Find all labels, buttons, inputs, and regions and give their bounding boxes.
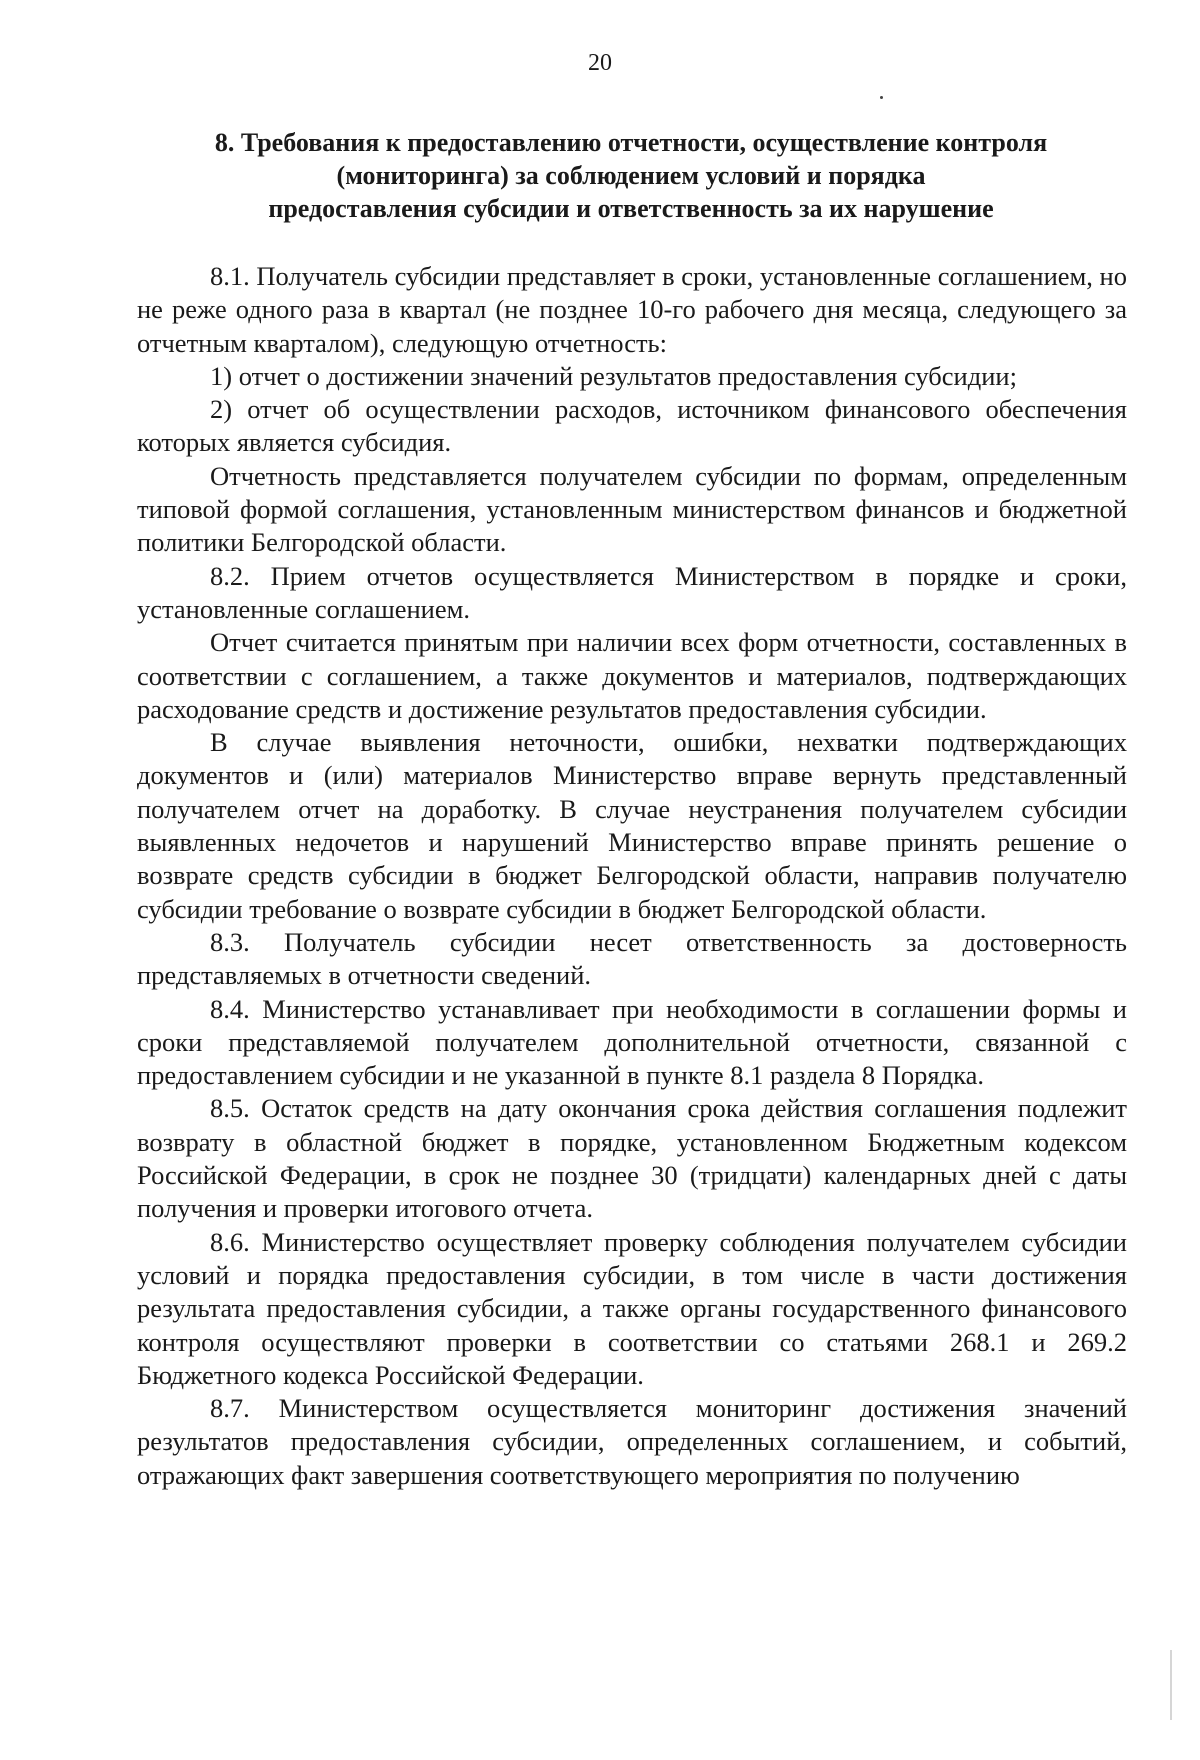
paragraph-8-6: 8.6. Министерство осуществляет проверку соблюдения получателем субсидии условий и порядка предоставления субсидии, в том числе в части достижения результата предоставления субсидии, а также органы государственного финансового контроля осуществляют проверки в соответствии со статьями 268.1 и 269.2 Бюджетного кодекса Российской Федерации. <box>137 1226 1127 1390</box>
scan-edge-mark <box>1170 1650 1172 1720</box>
paragraph-8-1: 8.1. Получатель субсидии представляет в сроки, установленные соглашением, но не реже одного раза в квартал (не позднее 10-го рабочего дня месяца, следующего за отчетным кварталом), следующую отчетность: <box>137 261 1127 358</box>
paragraph-8-4: 8.4. Министерство устанавливает при необходимости в соглашении формы и сроки представляемой получателем дополнительной отчетности, связанной с предоставлением субсидии и не указанной в пункте 8.1 раздела 8 Порядка. <box>137 993 1127 1091</box>
paragraph-report-accepted: Отчет считается принятым при наличии всех форм отчетности, составленных в соответствии с соглашением, а также документов и материалов, подтверждающих расходование средств и достижение результатов предоставления субсидии. <box>137 627 1127 724</box>
heading-line-1: 8. Требования к предоставлению отчетности, осуществление контроля <box>214 128 1048 157</box>
heading-line-2: (мониторинга) за соблюдением условий и порядка <box>336 161 926 190</box>
scan-artifact-dot <box>880 96 883 99</box>
paragraph-report-forms: Отчетность представляется получателем субсидии по формам, определенным типовой формой соглашения, установленным министерством финансов и бюджетной политики Белгородской области. <box>137 460 1127 558</box>
paragraph-8-5: 8.5. Остаток средств на дату окончания срока действия соглашения подлежит возврату в областной бюджет в порядке, установленном Бюджетным кодексом Российской Федерации, в срок не позднее 30 (тридцати) календарных дней с даты получения и проверки итогового отчета. <box>137 1093 1127 1224</box>
paragraph-8-2: 8.2. Прием отчетов осуществляется Министерством в порядке и сроки, установленные соглашением. <box>137 560 1127 624</box>
page-number: 20 <box>588 50 612 76</box>
paragraph-8-3: 8.3. Получатель субсидии несет ответственность за достоверность представляемых в отчетности сведений. <box>137 926 1127 991</box>
section-heading <box>136 126 1126 225</box>
list-item-report-expenses: 2) отчет об осуществлении расходов, источником финансового обеспечения которых является субсидия. <box>137 394 1127 458</box>
section-body <box>137 260 1127 1492</box>
list-item-report-results: 1) отчет о достижении значений результатов предоставления субсидии; <box>210 360 1017 391</box>
paragraph-8-7: 8.7. Министерством осуществляется мониторинг достижения значений результатов предоставления субсидии, определенных соглашением, и событий, отражающих факт завершения соответствующего мероприятия по получению <box>137 1393 1127 1490</box>
paragraph-report-returned: В случае выявления неточности, ошибки, нехватки подтверждающих документов и (или) материалов Министерство вправе вернуть представленный получателем отчет на доработку. В случае неустранения получателем субсидии выявленных недочетов и нарушений Министерство вправе принять решение о возврате средств субсидии в бюджет Белгородской области, направив получателю субсидии требование о возврате субсидии в бюджет Белгородской области. <box>137 727 1127 924</box>
heading-line-3: предоставления субсидии и ответственность за их нарушение <box>268 194 994 223</box>
